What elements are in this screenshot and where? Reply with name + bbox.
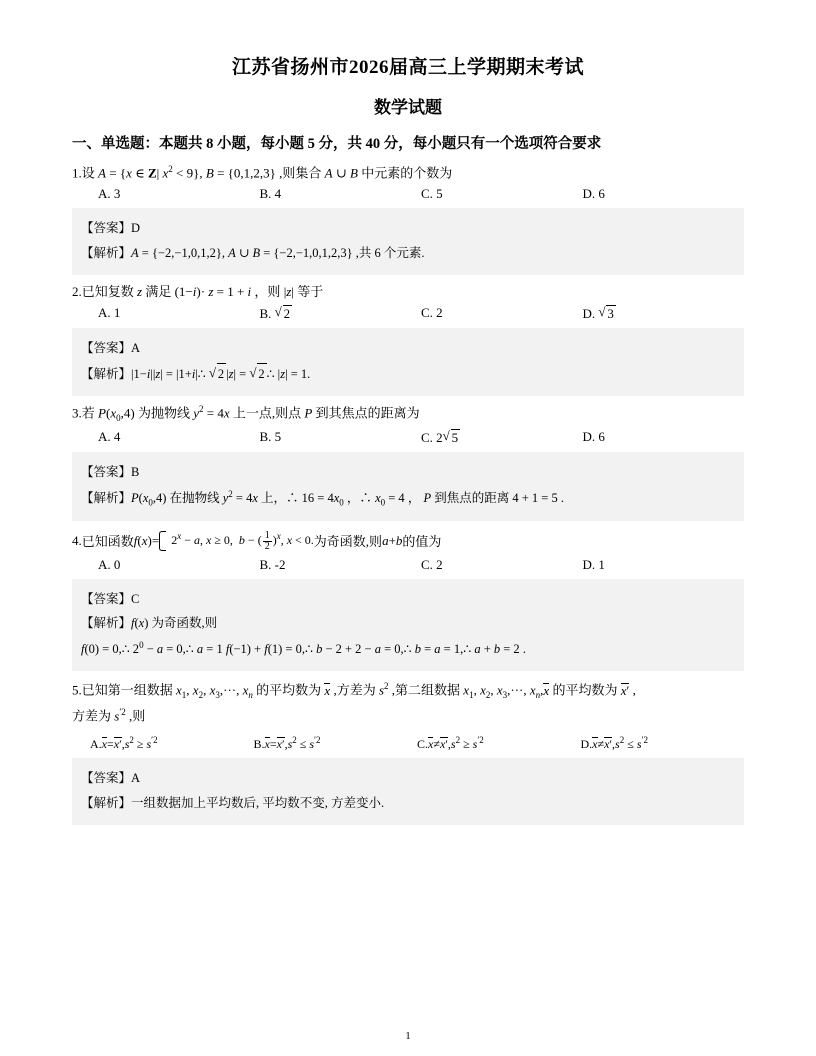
question-3-answer-block	[72, 452, 744, 521]
question-3-number: 3.	[72, 405, 82, 421]
question-1-stem-suffix: ,则集合	[275, 165, 325, 181]
option-b[interactable]: B. 5	[259, 428, 282, 444]
question-5-answer: A	[131, 771, 141, 786]
question-2-answer-block	[72, 328, 744, 396]
option-b[interactable]: B. 4	[259, 186, 282, 202]
question-1-options	[86, 186, 744, 202]
analysis-line: 【解析】A = {−2,−1,0,1,2}, A ∪ B = {−2,−1,0,1,2,3} ,共 6 个元素.	[81, 246, 425, 261]
option-d[interactable]: D. 6	[582, 428, 605, 444]
question-1-answer: D	[131, 221, 141, 236]
question-1-number: 1.	[72, 165, 82, 181]
option-c[interactable]: $C.x\ne x',s^2 \ge s^{'2}$	[417, 735, 484, 752]
option-c[interactable]: C. 2 √ 5	[421, 429, 583, 446]
answer-line: 【答案】A	[81, 341, 141, 356]
answer-line: 【答案】C	[81, 591, 140, 606]
page-subtitle: 数学试题	[374, 98, 442, 117]
question-1-stem: 1.设 A = {x ∈ Z| $x^2 < 9$}, B = {0,1,2,3} ,则集合 A ∪ B 中元素的个数为	[72, 164, 453, 181]
option-c[interactable]: C. 5	[421, 186, 443, 202]
option-b[interactable]: B. -2	[259, 556, 286, 572]
question-5-answer-block	[72, 758, 744, 825]
question-5-analysis: 一组数据加上平均数后, 平均数不变, 方差变小.	[131, 796, 385, 811]
question-4-stem: 4. 已知函数 f ( x ) = 2$^x$ − a, x ≥ 0, b − ( $\frac{1}{2}$ )$^x$, x < 0. 为奇函数,则 a + b 的值为	[72, 529, 442, 552]
option-a[interactable]: A. 4	[98, 428, 121, 444]
question-3-options	[86, 429, 744, 446]
page-title: 江苏省扬州市2026届高三上学期期末考试	[231, 57, 584, 78]
analysis-line: 【解析】一组数据加上平均数后, 平均数不变, 方差变小.	[81, 796, 385, 811]
piecewise-function: 2$^x$ − a, x ≥ 0, b − ( $\frac{1}{2}$ )$^x$, x < 0.	[159, 529, 314, 552]
option-a[interactable]: A. 1	[98, 305, 121, 321]
question-3-stem: 3.若 $P(x_0,4)$ 为抛物线 $y^2 = 4x$ 上一点,则点 P 到其焦点的距离为	[72, 404, 420, 424]
question-4-options	[86, 557, 744, 573]
analysis-line: 【解析】|1−i||z| = |1+i|∴ √ 2 |z| = √ 2 ∴ |z| = 1.	[81, 363, 735, 386]
section-heading: 一、单选题：本题共 8 小题，每小题 5 分，共 40 分，每小题只有一个选项符合要求	[72, 136, 602, 152]
option-d[interactable]: $D.x\ne x',s^2 \le s^{'2}$	[580, 735, 648, 752]
page-number: 1	[405, 1030, 411, 1042]
option-b[interactable]: B. √ 2	[260, 305, 422, 322]
question-2-number: 2.	[72, 284, 82, 300]
option-b[interactable]: $B.x=x',s^2 \le s^{'2}$	[253, 735, 321, 752]
question-5-number: 5.	[72, 682, 82, 698]
question-2-stem: 2.已知复数 z 满足 (1−i)· z = 1 + i ，则 |z| 等于	[72, 284, 324, 300]
question-5-options	[90, 735, 744, 752]
option-c[interactable]: C. 2	[421, 305, 443, 321]
analysis-line: 【解析】f(x) 为奇函数,则	[81, 616, 218, 631]
option-c[interactable]: C. 2	[421, 556, 443, 572]
question-4-number: 4.	[72, 532, 82, 548]
question-5-stem: 5.已知第一组数据 $x_1$, $x_2$, $x_3,\cdot\cdot\cdot$, $x_n$ 的平均数为 x ,方差为 $s^2$ ,第二组数据 $x_1$, $x_2$, $x_3,\cdot\cdot\cdot$, $x_n,x$ 的平均数为 x′ , 方差为 $s^{'2}$ ,则	[72, 681, 636, 724]
question-4-answer: C	[131, 591, 140, 606]
question-2-options	[86, 305, 744, 322]
question-1-answer-block	[72, 208, 744, 275]
option-a[interactable]: $A.x=x',s^2 \ge s^{'2}$	[90, 735, 158, 752]
answer-line: 【答案】D	[81, 221, 141, 236]
option-a[interactable]: A. 0	[98, 556, 121, 572]
analysis-line-2: f(0) = 0,∴ $2^0 - a$ = 0,∴ a = 1 f(−1) + f(1) = 0,∴ b − 2 + 2 − a = 0,∴ b = a = 1,∴ a + b = 2 .	[81, 640, 526, 657]
question-1-stem-tail: 中元素的个数为	[357, 165, 453, 181]
option-d[interactable]: D. √ 3	[583, 305, 745, 322]
question-2-answer: A	[131, 341, 141, 356]
option-d[interactable]: D. 1	[582, 556, 605, 572]
answer-line: 【答案】B	[81, 464, 140, 479]
question-4-answer-block	[72, 579, 744, 672]
analysis-line: 【解析】$P(x_0,4)$ 在抛物线 $y^2 = 4x$ 上，∴ $16 = 4x_0$ ，∴ $x_0 = 4$ ， P 到焦点的距离 4 + 1 = 5 .	[81, 488, 564, 508]
question-3-answer: B	[131, 464, 140, 479]
page-content	[72, 0, 744, 825]
option-d[interactable]: D. 6	[582, 186, 605, 202]
answer-line: 【答案】A	[81, 771, 141, 786]
question-1-stem-prefix: 设	[81, 165, 99, 181]
option-a[interactable]: A. 3	[98, 186, 121, 202]
